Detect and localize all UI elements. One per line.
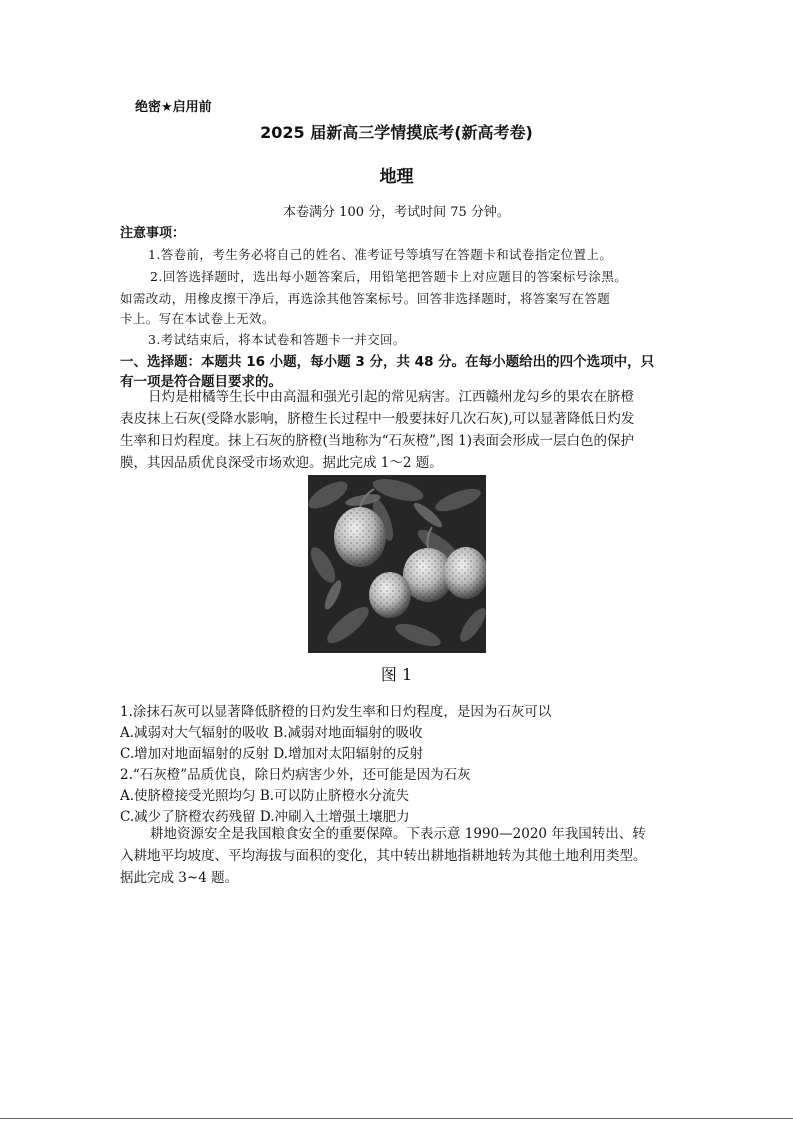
- confidential-mark: 绝密★启用前: [135, 100, 212, 115]
- question-1-options-cd: C.增加对地面辐射的反射 D.增加对太阳辐射的反射: [120, 746, 424, 762]
- passage-line: 据此完成 3~4 题。: [120, 870, 239, 886]
- section-heading: 一、选择题：本题共 16 小题，每小题 3 分，共 48 分。在每小题给出的四个选项中，只: [120, 354, 655, 370]
- page-bottom-rule: [0, 1118, 793, 1119]
- navel-orange-photo: [308, 475, 486, 653]
- passage-line: 表皮抹上石灰(受降水影响，脐橙生长过程中一般要抹好几次石灰),可以显著降低日灼发: [120, 411, 635, 427]
- notice-item: 卡上。写在本试卷上无效。: [120, 311, 275, 326]
- passage-line: 入耕地平均坡度、平均海拔与面积的变化，其中转出耕地指耕地转为其他土地利用类型。: [120, 848, 647, 864]
- question-1: 1.涂抹石灰可以显著降低脐橙的日灼发生率和日灼程度，是因为石灰可以: [120, 704, 552, 720]
- passage-line: 膜，其因品质优良深受市场欢迎。据此完成 1～2 题。: [120, 455, 443, 471]
- notice-heading: 注意事项：: [120, 226, 186, 241]
- notice-item: 3.考试结束后，将本试卷和答题卡一并交回。: [148, 332, 406, 347]
- question-1-options-ab: A.减弱对大气辐射的吸收 B.减弱对地面辐射的吸收: [120, 725, 423, 741]
- passage-line: 日灼是柑橘等生长中由高温和强光引起的常见病害。江西赣州龙勾乡的果农在脐橙: [148, 389, 634, 405]
- figure-caption: 图 1: [380, 665, 413, 684]
- section-heading-cont: 有一项是符合题目要求的。: [120, 374, 282, 390]
- question-2-options-cd: C.减少了脐橙农药残留 D.冲刷入土增强土壤肥力: [120, 809, 410, 825]
- exam-meta: 本卷满分 100 分，考试时间 75 分钟。: [283, 205, 510, 220]
- question-2-options-ab: A.使脐橙接受光照均匀 B.可以防止脐橙水分流失: [120, 788, 410, 804]
- exam-title: 2025 届新高三学情摸底考(新高考卷): [260, 123, 533, 142]
- notice-item: 2.回答选择题时，选出每小题答案后，用铅笔把答题卡上对应题目的答案标号涂黑。: [150, 269, 628, 284]
- notice-item: 1.答卷前，考生务必将自己的姓名、准考证号等填写在答题卡和试卷指定位置上。: [148, 247, 613, 262]
- passage-line: 生率和日灼程度。抹上石灰的脐橙(当地称为“石灰橙”,图 1)表面会形成一层白色的保护: [120, 433, 635, 449]
- notice-item: 如需改动，用橡皮擦干净后，再选涂其他答案标号。回答非选择题时，将答案写在答题: [120, 291, 611, 306]
- question-2: 2.“石灰橙”品质优良，除日灼病害少外，还可能是因为石灰: [120, 767, 471, 783]
- passage-line: 耕地资源安全是我国粮食安全的重要保障。下表示意 1990—2020 年我国转出、转: [150, 826, 646, 842]
- subject-title: 地理: [379, 167, 414, 187]
